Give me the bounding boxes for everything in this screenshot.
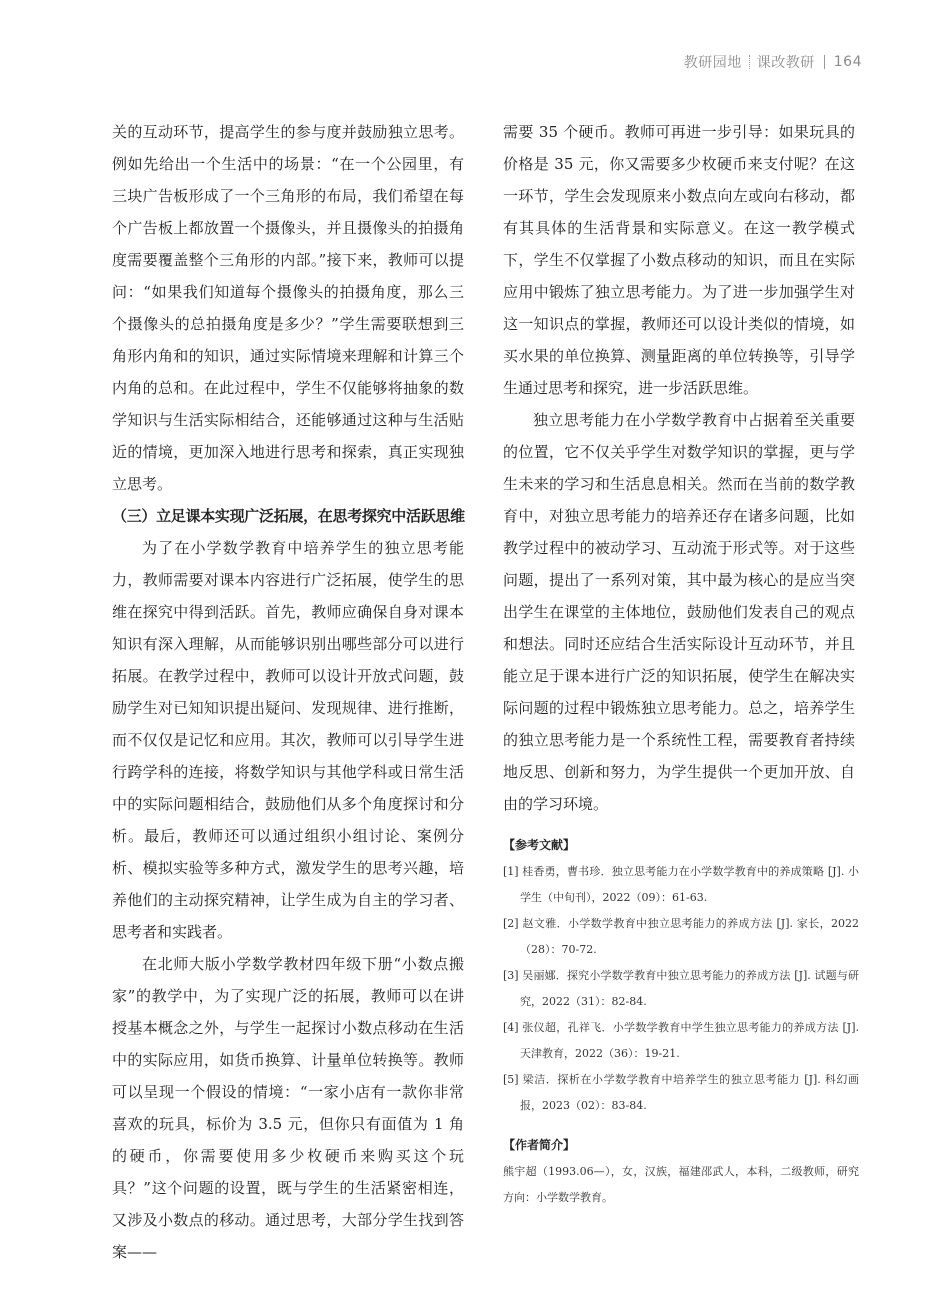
- reference-item: [5] 梁洁．探析在小学数学教育中培养学生的独立思考能力 [J]. 科幻画报，2023（02）：83-84.: [503, 1073, 859, 1112]
- right-paragraph-2: 独立思考能力在小学数学教育中占据着至关重要的位置，它不仅关乎学生对数学知识的掌握，更与学生未来的学习和生活息息相关。然而在当前的数学教育中，对独立思考能力的培养还存在诸多问题，比如教学过程中的被动学习、互动流于形式等。对于这些问题，提出了一系列对策，其中最为核心的是应当突出学生在课堂的主体地位，鼓励他们发表自己的观点和想法。同时还应结合生活实际设计互动环节，并且能立足于课本进行广泛的知识拓展，使学生在解决实际问题的过程中锻炼独立思考能力。总之，培养学生的独立思考能力是一个系统性工程，需要教育者持续地反思、创新和努力，为学生提供一个更加开放、自由的学习环境。: [503, 411, 855, 813]
- reference-item: [3] 吴丽娜．探究小学数学教育中独立思考能力的养成方法 [J]. 试题与研究，2022（31）：82-84.: [503, 969, 859, 1008]
- left-paragraph-1: 关的互动环节，提高学生的参与度并鼓励独立思考。例如先给出一个生活中的场景：“在一个公园里，有三块广告板形成了一个三角形的布局，我们希望在每个广告板上都放置一个摄像头，并且摄像头的拍摄角度需要覆盖整个三角形的内部。”接下来，教师可以提问：“如果我们知道每个摄像头的拍摄角度，那么三个摄像头的总拍摄角度是多少？”学生需要联想到三角形内角和的知识，通过实际情境来理解和计算三个内角的总和。在此过程中，学生不仅能够将抽象的数学知识与生活实际相结合，还能够通过这种与生活贴近的情境，更加深入地进行思考和探索，真正实现独立思考。: [112, 123, 464, 493]
- section-heading: （三）立足课本实现广泛拓展，在思考探究中活跃思维: [112, 507, 465, 525]
- header-section: 教研园地: [683, 55, 742, 71]
- author-section: [503, 1136, 859, 1211]
- header-subsection: 课改教研: [756, 55, 815, 71]
- reference-item: [1] 桂香勇，曹书珍．独立思考能力在小学数学教育中的养成策略 [J]. 小学生（中旬刊），2022（09）：61-63.: [503, 865, 859, 904]
- running-header: [684, 52, 862, 72]
- page-number: 164: [833, 54, 862, 70]
- author-title: 【作者简介】: [503, 1138, 576, 1152]
- left-paragraph-2: 为了在小学数学教育中培养学生的独立思考能力，教师需要对课本内容进行广泛拓展，使学生的思维在探究中得到活跃。首先，教师应确保自身对课本知识有深入理解，从而能够识别出哪些部分可以进行拓展。在教学过程中，教师可以设计开放式问题，鼓励学生对已知知识提出疑问、发现规律、进行推断，而不仅仅是记忆和应用。其次，教师可以引导学生进行跨学科的连接，将数学知识与其他学科或日常生活中的实际问题相结合，鼓励他们从多个角度探讨和分析。最后，教师还可以通过组织小组讨论、案例分析、模拟实验等多种方式，激发学生的思考兴趣，培养他们的主动探究精神，让学生成为自主的学习者、思考者和实践者。: [112, 539, 464, 941]
- references-section: [503, 836, 859, 1119]
- reference-item: [2] 赵文雅．小学数学教育中独立思考能力的养成方法 [J]. 家长，2022（28）：70-72.: [503, 917, 859, 956]
- references-title: 【参考文献】: [503, 838, 576, 852]
- left-paragraph-3: 在北师大版小学数学教材四年级下册“小数点搬家”的教学中，为了实现广泛的拓展，教师可以在讲授基本概念之外，与学生一起探讨小数点移动在生活中的实际应用，如货币换算、计量单位转换等。教师可以呈现一个假设的情境：“一家小店有一款你非常喜欢的玩具，标价为 3.5 元，但你只有面值为 1 角的硬币，你需要使用多少枚硬币来购买这个玩具？”这个问题的设置，既与学生的生活紧密相连，又涉及小数点的移动。通过思考，大部分学生找到答案——: [112, 955, 464, 1261]
- left-column: [112, 116, 464, 1268]
- right-paragraph-1: 需要 35 个硬币。教师可再进一步引导：如果玩具的价格是 35 元，你又需要多少枚硬币来支付呢？在这一环节，学生会发现原来小数点向左或向右移动，都有其具体的生活背景和实际意义。在这一教学模式下，学生不仅掌握了小数点移动的知识，而且在实际应用中锻炼了独立思考能力。为了进一步加强学生对这一知识点的掌握，教师还可以设计类似的情境，如买水果的单位换算、测量距离的单位转换等，引导学生通过思考和探究，进一步活跃思维。: [503, 123, 855, 397]
- reference-item: [4] 张仪超，孔祥飞．小学数学教育中学生独立思考能力的养成方法 [J]. 天津教育，2022（36）：19-21.: [503, 1021, 859, 1060]
- right-column: [503, 116, 855, 820]
- header-divider-solid: [824, 55, 825, 69]
- author-bio: 熊宇超（1993.06—），女，汉族，福建邵武人，本科，二级教师，研究方向：小学数学教育。: [503, 1165, 859, 1204]
- header-divider-dotted: [749, 55, 750, 69]
